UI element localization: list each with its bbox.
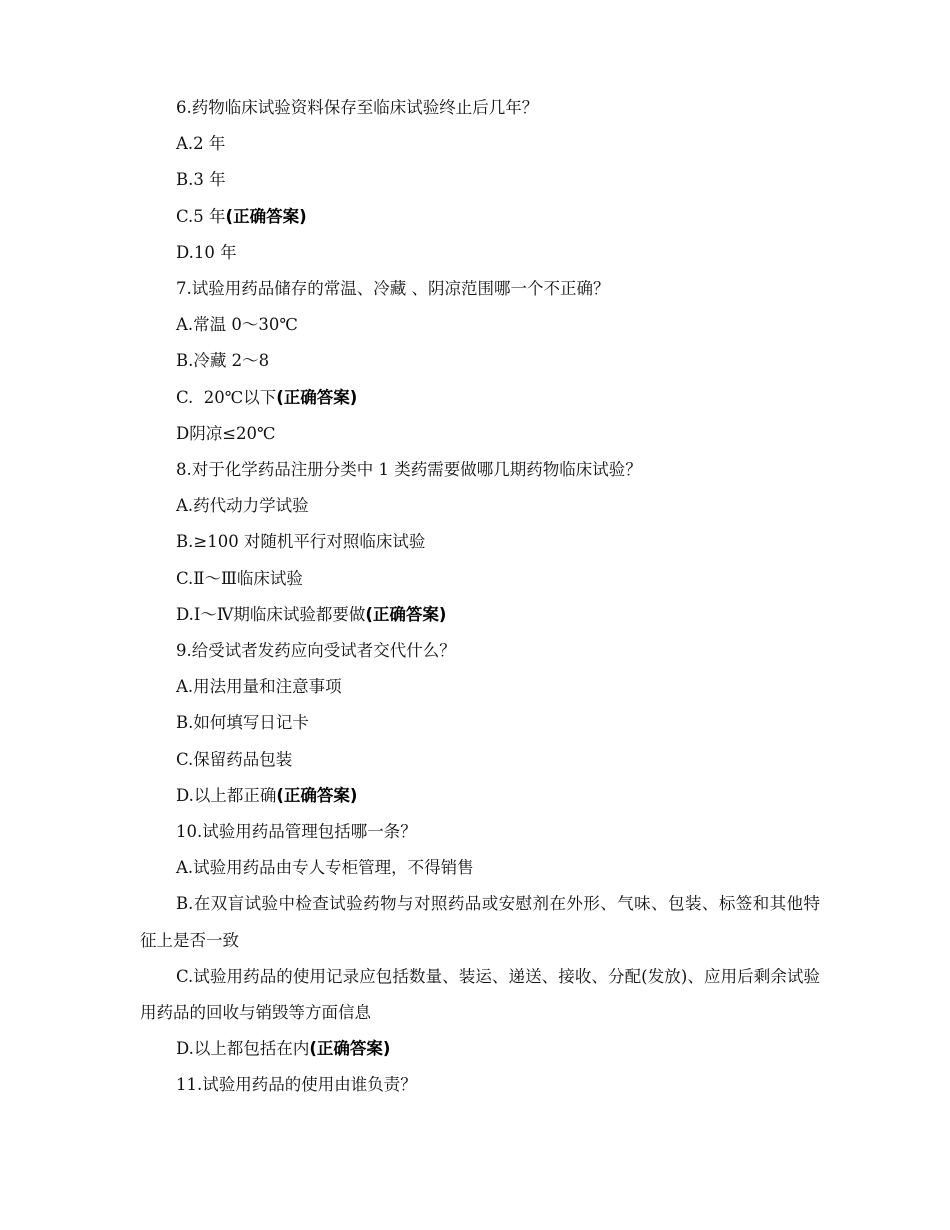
option-10c: C.试验用药品的使用记录应包括数量、装运、递送、接收、分配(发放)、应用后剩余试验用药品的回收与销毁等方面信息	[140, 966, 820, 1023]
option-6d: D.10 年	[176, 242, 237, 262]
correct-answer-mark: (正确答案)	[225, 206, 307, 226]
option-10b: B.在双盲试验中检查试验药物与对照药品或安慰剂在外形、气味、包装、标签和其他特征上是否一致	[140, 894, 820, 950]
option-8d	[140, 597, 820, 633]
question-11: 11.试验用药品的使用由谁负责？	[176, 1075, 417, 1095]
correct-answer-mark: (正确答案)	[276, 785, 358, 805]
question-8: 8.对于化学药品注册分类中 1 类药需要做哪几期药物临床试验？	[176, 460, 642, 480]
option-7c	[140, 380, 820, 416]
option-6b: B.3 年	[176, 170, 226, 190]
option-10d-text: D.以上都包括在内	[176, 1039, 310, 1059]
option-8d-text: D.Ⅰ～Ⅳ期临床试验都要做	[176, 604, 366, 624]
option-7a: A.常温 0～30℃	[176, 315, 298, 335]
option-8a: A.药代动力学试验	[176, 496, 309, 516]
option-8c: C.Ⅱ～Ⅲ临床试验	[176, 568, 303, 588]
correct-answer-mark: (正确答案)	[309, 1039, 391, 1059]
option-10a: A.试验用药品由专人专柜管理，不得销售	[176, 858, 474, 878]
option-9d	[140, 778, 820, 814]
correct-answer-mark: (正确答案)	[365, 604, 447, 624]
option-7d: D阴凉≤20℃	[176, 423, 276, 443]
question-9: 9.给受试者发药应向受试者交代什么？	[176, 641, 456, 661]
question-6: 6.药物临床试验资料保存至临床试验终止后几年？	[176, 98, 539, 117]
option-9d-text: D.以上都正确	[176, 785, 277, 805]
correct-answer-mark: (正确答案)	[276, 387, 358, 407]
option-6c	[140, 199, 820, 235]
question-7: 7.试验用药品储存的常温、冷藏 、阴凉范围哪一个不正确？	[176, 279, 610, 299]
option-7c-text: C. 20℃以下	[176, 387, 277, 407]
option-6c-text: C.5 年	[176, 206, 226, 226]
option-8b: B.≥100 对随机平行对照临床试验	[176, 532, 426, 552]
question-10: 10.试验用药品管理包括哪一条？	[176, 822, 417, 842]
option-9a: A.用法用量和注意事项	[176, 677, 342, 697]
option-7b: B.冷藏 2～8	[176, 351, 270, 371]
option-6a: A.2 年	[176, 134, 226, 154]
option-10d	[140, 1031, 820, 1067]
document-body	[140, 90, 820, 1104]
option-9b: B.如何填写日记卡	[176, 713, 309, 733]
option-9c: C.保留药品包装	[176, 749, 293, 769]
